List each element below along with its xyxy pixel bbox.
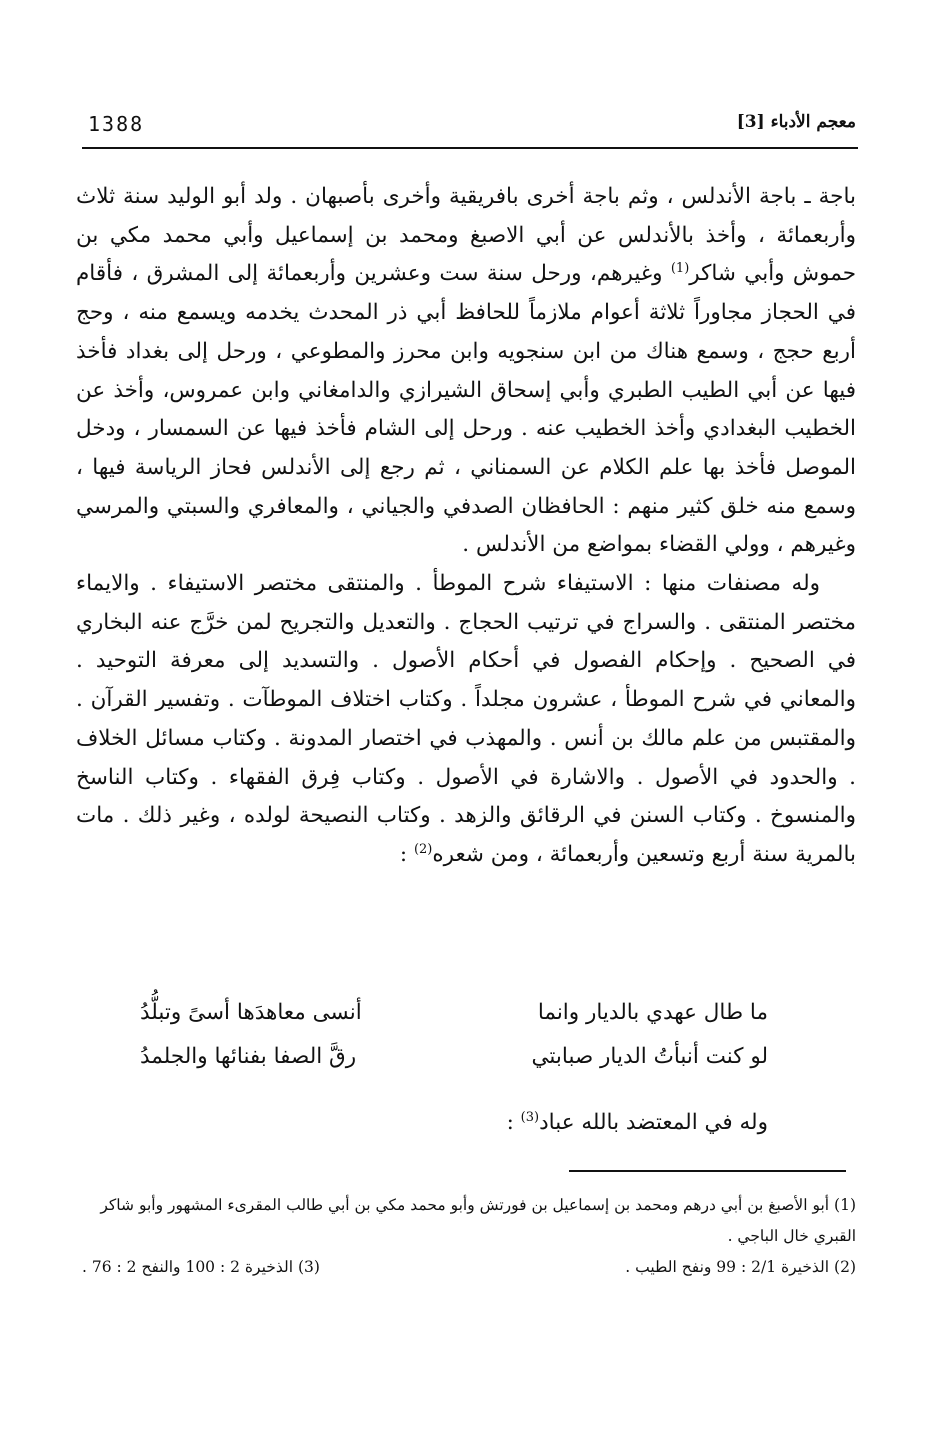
verse-first-hemistich: ما طال عهدي بالديار وانما [537,1000,768,1025]
running-title: معجم الأدباء [3] [736,112,856,132]
footnote-rule [569,1170,846,1172]
page-number: 1388 [88,112,145,136]
para1-text-a: باجة ـ باجة الأندلس ، وثم باجة أخرى بافريقية وأخرى بأصبهان . ولد أبو الوليد سنة ثلاث وأربعمائة ، وأخذ بالأندلس عن أبي الاصبغ ومحمد بن إسماعيل وأبي محمد مكي بن حموش وأبي شاكر [76,184,856,287]
footnote-row [82,1252,856,1283]
footnote-1: (1) أبو الأصبغ بن أبي درهم ومحمد بن إسماعيل بن فورتش وأبو محمد مكي بن أبي طالب المقرىء المشهور وأبو شاكر القبري خال الباجي . [100,1196,856,1245]
poem-intro-end: : [506,1110,521,1135]
poem [140,1000,768,1088]
para1-text-b: وغيرهم، ورحل سنة ست وعشرين وأربعمائة إلى المشرق ، فأقام في الحجاز مجاوراً ثلاثة أعوام ملازماً للحافظ أبي ذر المحدث يخدمه ويسمع منه ، وحج أربع حجج ، وسمع هناك من ابن سنجويه وابن محرز والمطوعي ، ورحل إلى بغداد فأخذ فيها عن أبي الطيب الطبري وأبي إسحاق الشيرازي والدامغاني وابن عمروس، وأخذ عن الخطيب البغدادي وأخذ الخطيب عنه . ورحل إلى الشام فأخذ فيها عن السمسار ، ودخل الموصل فأخذ بها علم الكلام عن السمناني ، ثم رجع إلى الأندلس فحاز الرياسة فيها ، وسمع منه خلق كثير منهم : الحافظان الصدفي والجياني ، والمعافري والسبتي والمرسي وغيرهم ، وولي القضاء بمواضع من الأندلس . [76,261,856,558]
header-rule [82,147,858,149]
verse-second-hemistich: رقَّ الصفا بفنائها والجلمدُ [140,1044,357,1069]
verse-first-hemistich: لو كنت أنبأتُ الديار صبابتي [531,1044,768,1069]
poem-intro-line [507,1110,768,1135]
para2-text-a: وله مصنفات منها : الاستيفاء شرح الموطأ . والمنتقى مختصر الاستيفاء . والايماء مختصر المنتقى . والسراج في ترتيب الحجاج . والتعديل والتجريح لمن خرَّج عنه البخاري في الصحيح . وإحكام الفصول في أحكام الأصول . والتسديد إلى معرفة التوحيد . والمعاني في شرح الموطأ ، عشرون مجلداً . وكتاب اختلاف الموطآت . وتفسير القرآن . والمقتبس من علم مالك بن أنس . والمهذب في اختصار المدونة . وكتاب مسائل الخلاف . والحدود في الأصول . والاشارة في الأصول . وكتاب فِرق الفقهاء . وكتاب الناسخ والمنسوخ . وكتاب السنن في الرقائق والزهد . وكتاب النصيحة لولده ، وغير ذلك . مات بالمرية سنة أربع وتسعين وأربعمائة ، ومن شعره [76,571,856,867]
verse [140,1000,768,1044]
footnote-3: (3) الذخيرة 2 : 100 والنفح 2 : 76 . [82,1258,320,1276]
footnote-ref-2: (2) [413,841,433,857]
verse [140,1044,768,1088]
verse-second-hemistich: أنسى معاهدَها أسىً وتبلُّدُ [140,1000,362,1025]
main-text [76,178,856,875]
footnotes [82,1190,856,1283]
paragraph-biography [76,178,856,565]
poem-intro-text: وله في المعتضد بالله عباد [539,1110,768,1135]
page-header [82,108,856,144]
footnote-ref-3: (3) [520,1109,540,1125]
para2-text-b: : [399,841,414,867]
footnote-ref-1: (1) [670,261,690,277]
paragraph-works [76,565,856,875]
footnote-2: (2) الذخيرة 2/1 : 99 ونفح الطيب . [625,1258,856,1276]
